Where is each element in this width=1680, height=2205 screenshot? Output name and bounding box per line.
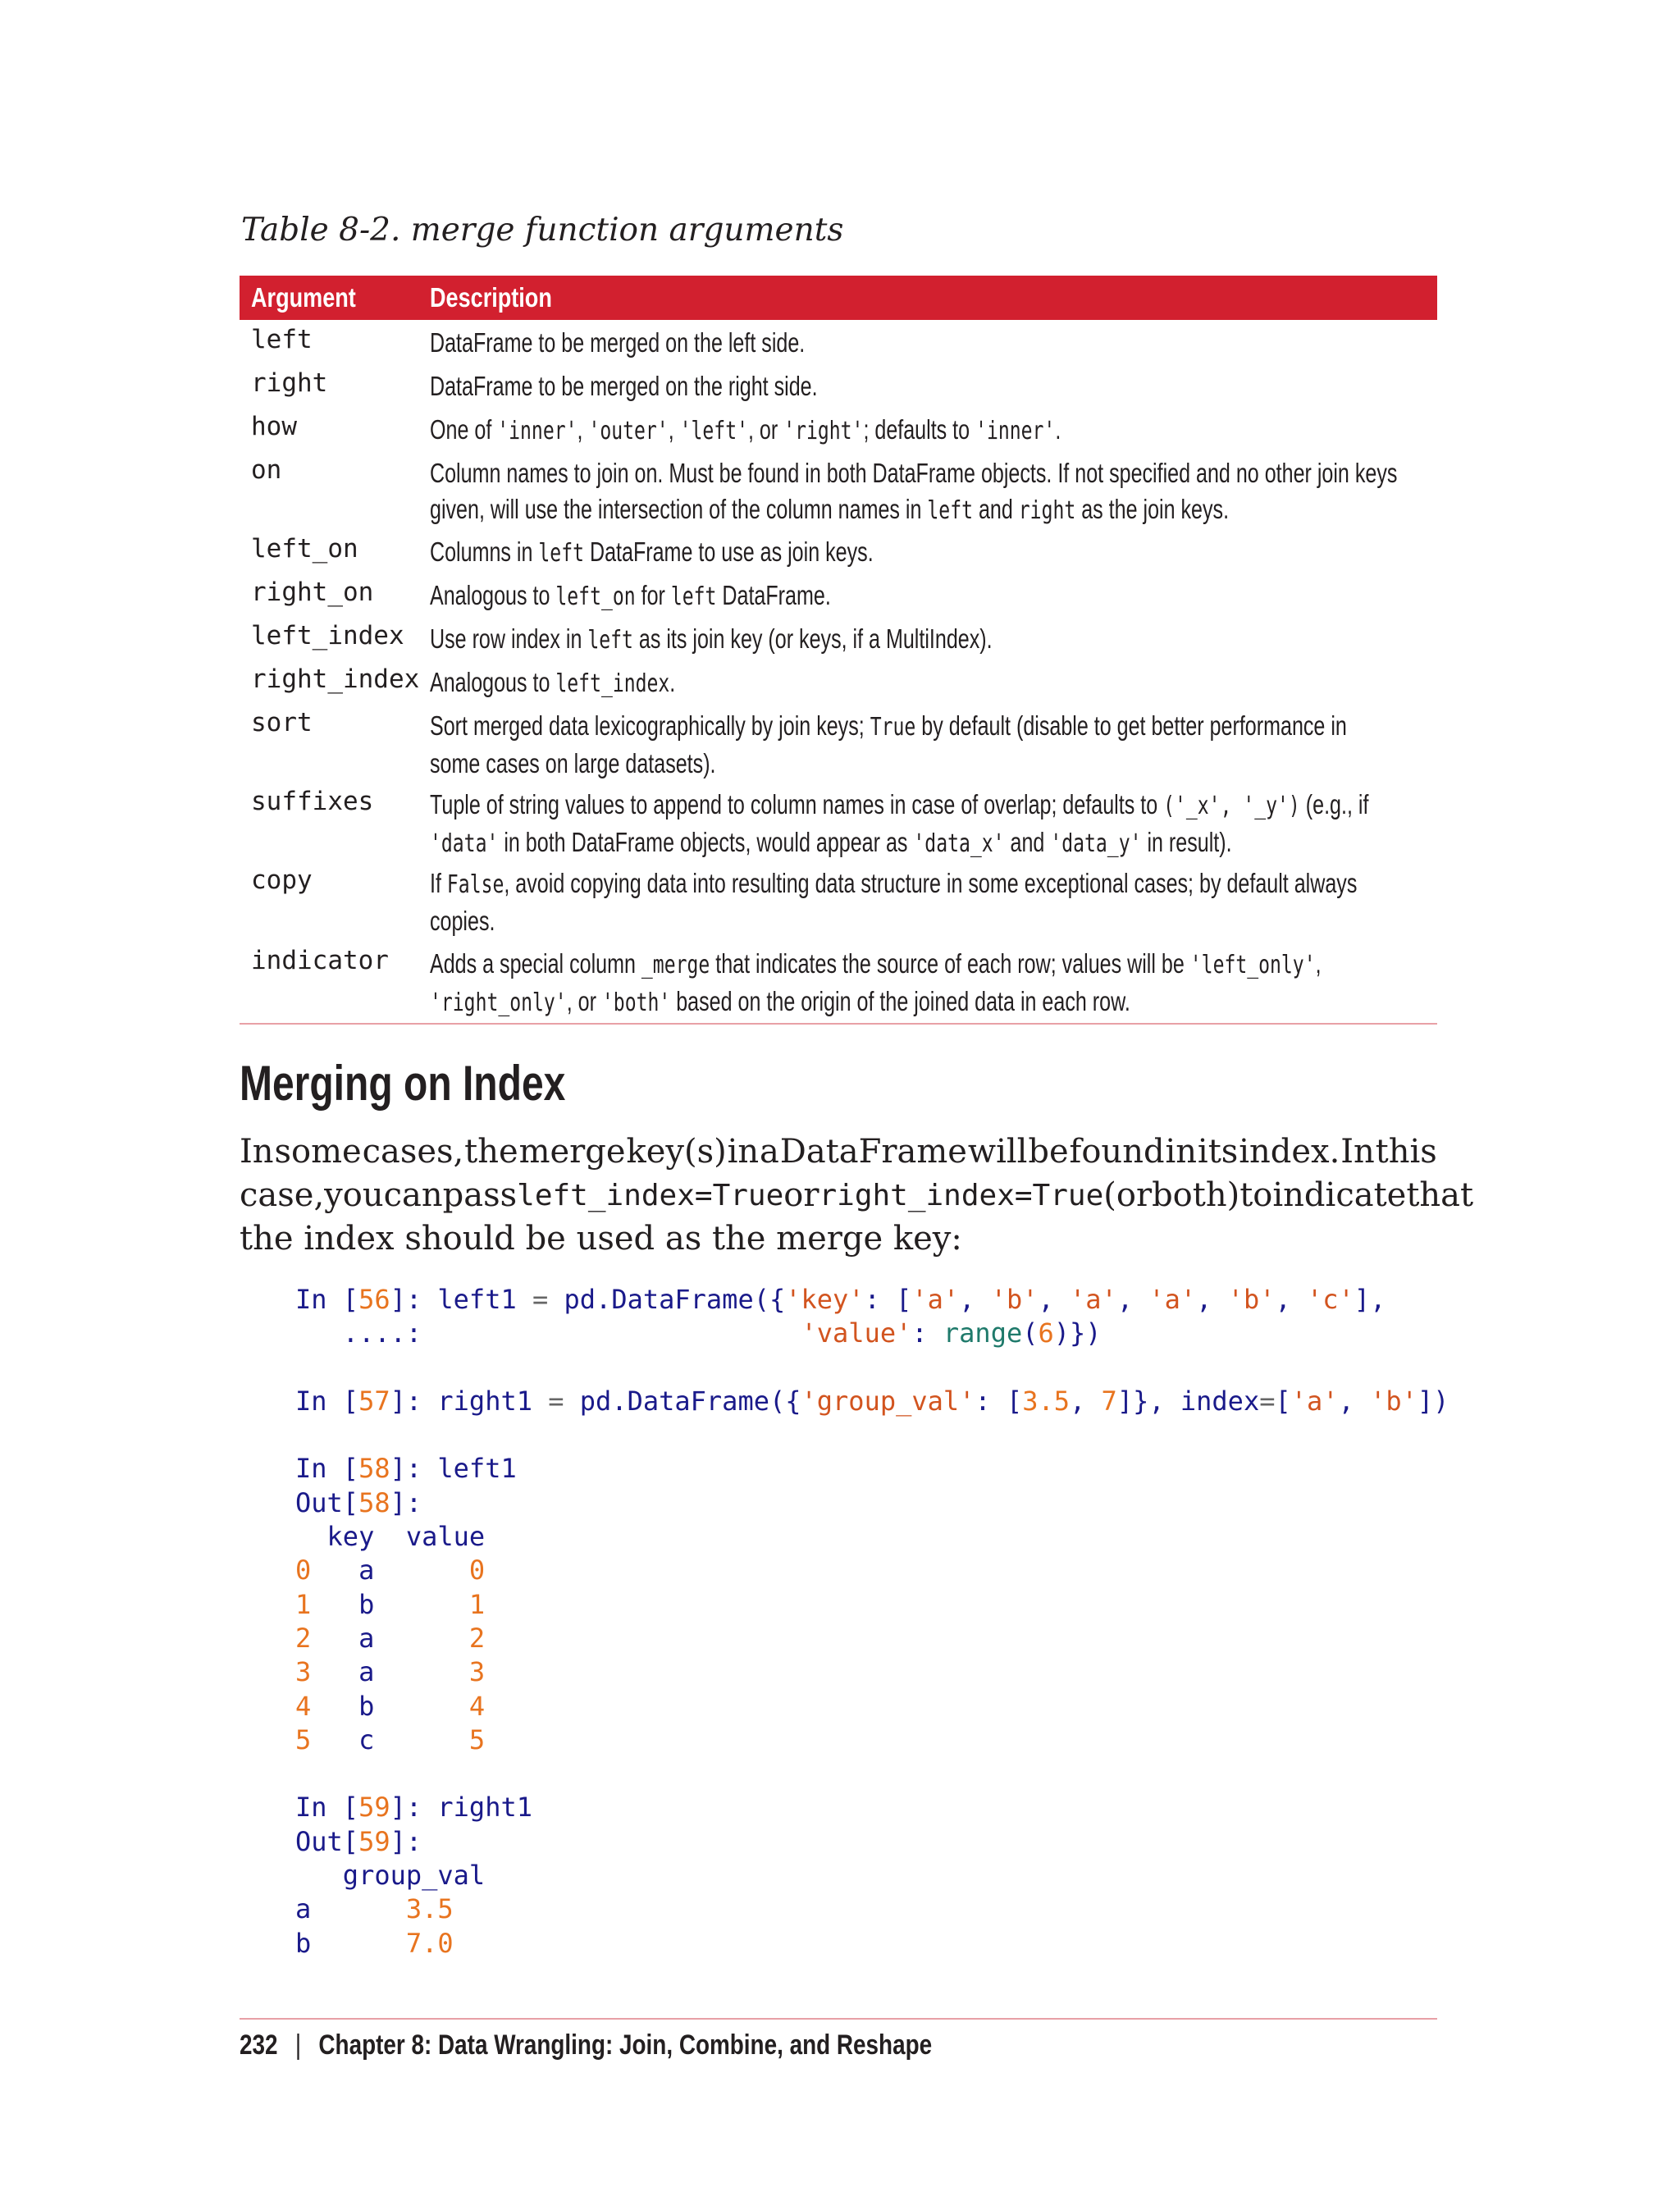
table-body (240, 320, 1437, 1020)
description-text: Analogous to (430, 667, 556, 697)
argument-name: left_index (251, 621, 404, 651)
description-text: based on the origin of the joined data in each row. (670, 986, 1130, 1016)
description-text: some cases on large datasets). (430, 748, 716, 778)
argument-name: indicator (251, 946, 389, 975)
code-token: In [ (295, 1284, 359, 1315)
code-token: group_val (295, 1860, 486, 1892)
paragraph-word: to (1239, 1176, 1273, 1214)
code-token: ], (1354, 1284, 1386, 1315)
description-text: DataFrame. (716, 580, 831, 610)
argument-name: right (251, 368, 328, 398)
inline-code: False (446, 870, 504, 899)
code-token: In [ (295, 1385, 359, 1417)
paragraph-word: or (783, 1176, 819, 1214)
code-token: 'a' (1148, 1284, 1197, 1315)
code-token: , (1196, 1284, 1228, 1315)
code-token: Out[ (295, 1486, 359, 1518)
table-row-right-index (240, 660, 1437, 703)
paragraph-word: merge (518, 1133, 626, 1171)
code-token: 56 (358, 1284, 390, 1315)
code-line (295, 1351, 1449, 1385)
code-token: = (532, 1284, 564, 1315)
code-token: [ (1275, 1385, 1291, 1417)
header-description: Description (430, 282, 552, 313)
description-text: for (635, 580, 671, 610)
code-token: In [ (295, 1792, 359, 1824)
body-paragraph (240, 1130, 1474, 1261)
argument-name: copy (251, 865, 313, 895)
description-text: in both DataFrame objects, would appear as (498, 827, 914, 857)
code-line (295, 1588, 1449, 1622)
code-token: 3.5 (1022, 1385, 1071, 1417)
code-token: 3 (295, 1656, 312, 1688)
paragraph-word: indicate (1272, 1176, 1407, 1214)
description-text: DataFrame to be merged on the right side. (430, 371, 818, 401)
description-text: in result). (1141, 827, 1232, 857)
code-line (295, 1859, 1449, 1892)
code-token: , (1338, 1385, 1371, 1417)
code-token: 2 (468, 1622, 486, 1654)
description-text: Sort merged data lexicographically by join keys; (430, 710, 870, 741)
code-token: 'b' (990, 1284, 1039, 1315)
table-row-how (240, 407, 1437, 450)
description-text: Column names to join on. Must be found in both DataFrame objects. If not specified and no other join keys (430, 458, 1398, 488)
paragraph-word: the index should be used as the merge key: (240, 1220, 962, 1258)
paragraph-word: will (967, 1133, 1028, 1171)
code-token: , (1116, 1284, 1149, 1315)
code-token: right1 (437, 1792, 532, 1824)
description-text: One of (430, 414, 498, 445)
code-line (295, 1317, 1449, 1350)
argument-name: suffixes (251, 787, 374, 816)
code-token: 59 (358, 1792, 390, 1824)
inline-code: left_on (555, 582, 636, 611)
argument-description (430, 325, 1340, 361)
description-text: . (669, 667, 676, 697)
code-token: , (1038, 1284, 1071, 1315)
table-row-copy (240, 861, 1437, 941)
table-row-right-on (240, 573, 1437, 616)
code-line (295, 1520, 1449, 1554)
description-text: (e.g., if (1299, 789, 1369, 819)
argument-description (430, 412, 1340, 450)
inline-code: 'right' (783, 417, 864, 445)
code-token: = (1259, 1385, 1276, 1417)
description-text: Use row index in (430, 623, 588, 654)
description-text: , or (566, 986, 602, 1016)
code-token: Out[ (295, 1825, 359, 1857)
table-row-left-on (240, 529, 1437, 573)
code-line (295, 1825, 1449, 1859)
table-bottom-rule (240, 1023, 1437, 1025)
code-line (295, 1791, 1449, 1824)
code-line (295, 1757, 1449, 1791)
description-text: as its join key (or keys, if a MultiIndex). (632, 623, 993, 654)
code-token: ]: (390, 1825, 422, 1857)
paragraph-word: a (760, 1133, 779, 1171)
inline-code: 'left' (679, 417, 748, 445)
code-token: ]: (390, 1486, 422, 1518)
code-token: : (911, 1317, 943, 1349)
argument-name: how (251, 412, 297, 441)
paragraph-line (240, 1217, 1437, 1261)
description-text: , (668, 414, 680, 445)
code-token: , (1275, 1284, 1307, 1315)
code-line (295, 1622, 1449, 1655)
description-text: that indicates the source of each row; values will be (710, 948, 1190, 979)
code-token: ( (1022, 1317, 1039, 1349)
code-token: 5 (468, 1723, 486, 1755)
code-token: , (1070, 1385, 1102, 1417)
code-token: ]}, index (1116, 1385, 1260, 1417)
paragraph-word: (or (1103, 1176, 1153, 1214)
section-heading: Merging on Index (240, 1056, 566, 1111)
paragraph-word: this (1375, 1133, 1437, 1171)
inline-code: left (538, 539, 584, 568)
description-text: DataFrame to be merged on the left side. (430, 327, 806, 358)
table-row-sort (240, 703, 1437, 782)
page-footer (240, 2029, 932, 2061)
code-token: 4 (468, 1690, 486, 1722)
argument-name: right_index (251, 664, 420, 694)
code-token: In [ (295, 1453, 359, 1485)
code-line (295, 1690, 1449, 1723)
code-token: 'value' (801, 1317, 912, 1349)
description-text: by default (disable to get better performance in (915, 710, 1347, 741)
inline-code: 'outer' (588, 417, 669, 445)
description-text: Adds a special column (430, 948, 641, 979)
code-example (295, 1283, 1449, 1961)
code-token (437, 1317, 801, 1349)
paragraph-word: In (1340, 1133, 1375, 1171)
argument-description (430, 946, 1340, 1021)
code-token: key value (295, 1521, 486, 1553)
paragraph-word: its (1197, 1133, 1239, 1171)
paragraph-word: in (727, 1133, 760, 1171)
table-row-left (240, 320, 1437, 363)
code-token: range (943, 1317, 1023, 1349)
inline-code: 'inner' (497, 417, 578, 445)
code-token: 'a' (911, 1284, 960, 1315)
description-text: and (1004, 827, 1051, 857)
page-number: 232 (240, 2029, 278, 2061)
paragraph-word: be (1028, 1133, 1069, 1171)
paragraph-word: found (1069, 1133, 1165, 1171)
merge-arguments-table (240, 276, 1437, 1020)
argument-description (430, 664, 1340, 702)
argument-description (430, 368, 1340, 404)
inline-code: left (587, 626, 633, 655)
code-token: pd.DataFrame({ (564, 1284, 786, 1315)
code-line (295, 1452, 1449, 1486)
inline-code: 'data_x' (913, 829, 1005, 858)
paragraph-word: some (274, 1133, 362, 1171)
code-token: : [ (975, 1385, 1023, 1417)
code-line (295, 1554, 1449, 1587)
code-token: 7 (1101, 1385, 1117, 1417)
paragraph-word: can (383, 1176, 443, 1214)
description-text: Tuple of string values to append to column names in case of overlap; defaults to (430, 789, 1164, 819)
description-text: Columns in (430, 536, 539, 567)
code-token: a (311, 1622, 469, 1654)
code-token: ]: (390, 1284, 438, 1315)
code-line (295, 1385, 1449, 1418)
argument-name: left_on (251, 534, 358, 564)
inline-code: 'both' (601, 988, 671, 1017)
table-row-suffixes (240, 782, 1437, 861)
code-token: 6 (1038, 1317, 1054, 1349)
code-token: 'group_val' (801, 1385, 975, 1417)
inline-code: left (927, 496, 973, 525)
code-token: 57 (358, 1385, 390, 1417)
argument-description (430, 578, 1340, 615)
code-token: = (548, 1385, 580, 1417)
code-token: a (311, 1656, 469, 1688)
paragraph-word: index. (1239, 1133, 1340, 1171)
inline-code: left_index (555, 669, 670, 698)
code-token: left1 (437, 1453, 517, 1485)
code-token: ]) (1417, 1385, 1449, 1417)
paragraph-word: you (324, 1176, 384, 1214)
code-line (295, 1892, 1449, 1926)
argument-description (430, 455, 1398, 529)
code-token: 59 (358, 1825, 390, 1857)
inline-code: left (670, 582, 717, 611)
argument-description (430, 621, 1340, 659)
paragraph-line (240, 1130, 1437, 1174)
code-token: ....: (295, 1317, 438, 1349)
code-token: 2 (295, 1622, 312, 1654)
argument-description (430, 534, 1340, 572)
paragraph-word: in (1165, 1133, 1198, 1171)
inline-code: 'left_only' (1189, 951, 1316, 979)
code-token: ]: (390, 1453, 438, 1485)
paragraph-word: that (1406, 1176, 1474, 1214)
paragraph-word: DataFrame (779, 1133, 967, 1171)
inline-code: 'data_y' (1050, 829, 1142, 858)
code-token: 58 (358, 1453, 390, 1485)
code-token: 3 (468, 1656, 486, 1688)
table-row-left-index (240, 616, 1437, 660)
code-token: 5 (295, 1723, 312, 1755)
description-text: as the join keys. (1075, 494, 1230, 524)
table-row-on (240, 450, 1437, 529)
description-text: , (1315, 948, 1322, 979)
code-token: 4 (295, 1690, 312, 1722)
code-token: 'key' (785, 1284, 865, 1315)
code-token: ]: (390, 1792, 438, 1824)
description-text: given, will use the intersection of the column names in (430, 494, 928, 524)
paragraph-word: cases, (362, 1133, 464, 1171)
code-token: )}) (1053, 1317, 1102, 1349)
inline-code: ('_x', '_y') (1163, 792, 1300, 820)
description-text: , (577, 414, 589, 445)
table-header-row (240, 276, 1437, 320)
description-text: Analogous to (430, 580, 556, 610)
code-token: a (311, 1554, 469, 1586)
code-token: 0 (468, 1554, 486, 1586)
description-text: If (430, 868, 447, 898)
code-token: b (311, 1690, 469, 1722)
paragraph-word: both) (1152, 1176, 1240, 1214)
code-token: 0 (295, 1554, 312, 1586)
code-token: 1 (468, 1588, 486, 1620)
inline-code: left_index=True (517, 1179, 784, 1212)
code-token: 3.5 (405, 1893, 454, 1925)
paragraph-word: key(s) (626, 1133, 727, 1171)
code-line (295, 1486, 1449, 1520)
argument-name: left (251, 325, 313, 354)
description-text: and (972, 494, 1019, 524)
argument-description (430, 865, 1358, 939)
table-caption: Table 8-2. merge function arguments (241, 212, 844, 249)
code-token: ]: (390, 1385, 438, 1417)
inline-code: 'right_only' (430, 988, 567, 1017)
code-line (295, 1283, 1449, 1317)
code-token: 1 (295, 1588, 312, 1620)
paragraph-word: the (464, 1133, 518, 1171)
argument-name: sort (251, 708, 313, 737)
footer-separator: | (294, 2029, 302, 2061)
paragraph-word: In (240, 1133, 274, 1171)
code-token: 'a' (1290, 1385, 1339, 1417)
argument-description (430, 787, 1369, 862)
code-token: b (311, 1588, 469, 1620)
paragraph-word: pass (442, 1176, 518, 1214)
argument-description (430, 708, 1347, 782)
inline-code: True (870, 713, 916, 742)
paragraph-line (240, 1174, 1474, 1217)
inline-code: _merge (641, 951, 710, 979)
description-text: copies. (430, 906, 495, 936)
code-token: pd.DataFrame({ (579, 1385, 801, 1417)
description-text: ; defaults to (863, 414, 976, 445)
code-token: 'a' (1070, 1284, 1117, 1315)
inline-code: right_index=True (819, 1179, 1104, 1212)
chapter-title: Chapter 8: Data Wrangling: Join, Combine, and Reshape (318, 2029, 933, 2061)
code-token: a (295, 1893, 406, 1925)
code-token: left1 (437, 1284, 532, 1315)
code-line (295, 1723, 1449, 1757)
code-token: 58 (358, 1486, 390, 1518)
code-token: right1 (437, 1385, 549, 1417)
code-line (295, 1655, 1449, 1689)
code-token: 'b' (1370, 1385, 1418, 1417)
table-row-right (240, 363, 1437, 407)
argument-name: right_on (251, 578, 374, 607)
code-token: 'c' (1307, 1284, 1354, 1315)
code-token: 7.0 (405, 1927, 454, 1959)
code-token: 'b' (1227, 1284, 1276, 1315)
description-text: . (1055, 414, 1061, 445)
code-token: c (311, 1723, 469, 1755)
header-argument: Argument (251, 282, 356, 313)
code-line (295, 1418, 1449, 1452)
inline-code: 'inner' (975, 417, 1056, 445)
description-text: DataFrame to use as join keys. (583, 536, 874, 567)
inline-code: right (1018, 496, 1076, 525)
inline-code: 'data' (430, 829, 499, 858)
description-text: , or (747, 414, 784, 445)
paragraph-word: case, (240, 1176, 325, 1214)
code-line (295, 1927, 1449, 1961)
code-token: : [ (864, 1284, 912, 1315)
argument-name: on (251, 455, 282, 485)
code-token: b (295, 1927, 406, 1959)
code-token: , (959, 1284, 991, 1315)
footer-rule (240, 2018, 1437, 2020)
description-text: , avoid copying data into resulting data structure in some exceptional cases; by default always (504, 868, 1358, 898)
table-row-indicator (240, 941, 1437, 1020)
